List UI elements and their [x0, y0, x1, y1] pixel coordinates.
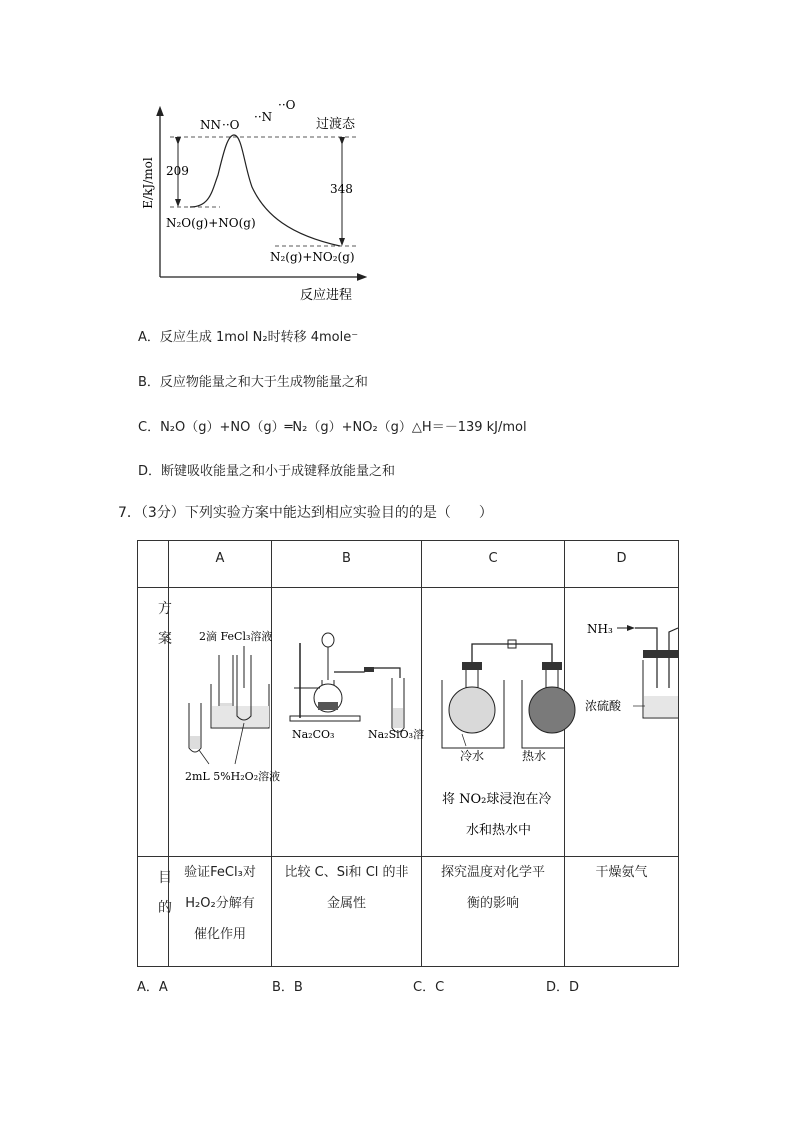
label-na2sio3: Na₂SiO₃溶 [368, 728, 425, 741]
label-char: 案 [158, 631, 172, 647]
apparatus-b [272, 588, 425, 856]
aim-d [565, 857, 679, 967]
aim-line: 金属性 [326, 896, 366, 911]
activation-value: 209 [166, 164, 189, 178]
header-d: D [565, 541, 679, 588]
option-letter: D． [138, 464, 162, 479]
aim-line: 探究温度对化学平 [440, 865, 545, 880]
aim-c [422, 857, 565, 967]
option-text: 断键吸收能量之和小于成键释放能量之和 [161, 464, 396, 479]
option-a [138, 326, 358, 345]
scheme-d [565, 588, 679, 857]
transition-label: 过渡态 [316, 117, 356, 132]
scheme-row [138, 588, 679, 857]
energy-diagram [130, 95, 370, 310]
experiment-table [137, 540, 679, 967]
label-fecl3: 2滴 FeCl₃溶液 [199, 630, 273, 643]
label-char: 方 [158, 601, 172, 617]
aim-line: H₂O₂分解有 [185, 896, 255, 911]
aim-line: 干燥氨气 [595, 865, 648, 880]
aim-a [169, 857, 272, 967]
option-c [138, 416, 527, 435]
option-letter: A． [138, 330, 160, 345]
aim-line: 比较 C、Si和 Cl 的非 [284, 865, 409, 880]
apparatus-d [565, 588, 678, 856]
aim-b [272, 857, 422, 967]
label-nh3: NH₃ [587, 622, 613, 636]
aim-row-label [138, 857, 172, 967]
aim-line: 催化作用 [193, 927, 246, 942]
caption-line-2: 水和热水中 [466, 823, 532, 838]
transition-structure-2: ··O [222, 118, 240, 132]
label-char: 的 [158, 900, 172, 916]
barrier-value: 348 [330, 182, 353, 196]
scheme-row-label [138, 588, 172, 857]
table-header-row [138, 541, 679, 588]
apparatus-a [169, 588, 281, 856]
option-text: 反应物能量之和大于生成物能量之和 [159, 375, 368, 390]
option-text: N₂O（g）+NO（g）═N₂（g）+NO₂（g）△H＝－139 kJ/mol [160, 420, 527, 435]
option-letter: B． [138, 375, 160, 390]
label-na2co3: Na₂CO₃ [292, 728, 335, 741]
transition-structure-3: ··N [254, 110, 273, 124]
scheme-b [272, 588, 425, 857]
label-h2o2: 2mL 5%H₂O₂溶液 [185, 770, 281, 783]
y-axis-label: E/kJ/mol [141, 157, 155, 209]
label-acid: 浓硫酸 [585, 699, 622, 713]
product-label: N₂(g)+NO₂(g) [270, 250, 355, 264]
option-d [138, 460, 395, 479]
scheme-c [422, 588, 565, 857]
x-axis-label: 反应进程 [300, 288, 353, 303]
answer-d: D．D [546, 980, 580, 995]
header-corner [138, 541, 169, 588]
caption-line-1: 将 NO₂球浸泡在冷 [442, 792, 552, 807]
scheme-a [169, 588, 281, 857]
question-7-stem: 7．（3分）下列实验方案中能达到相应实验目的的是（ ） [118, 505, 493, 521]
answer-a: A．A [137, 980, 168, 995]
label-hot-water: 热水 [522, 749, 547, 763]
answer-c: C．C [413, 980, 445, 995]
header-b: B [272, 541, 422, 588]
aim-line: 验证FeCl₃对 [184, 865, 256, 880]
aim-row [138, 857, 679, 967]
answer-b: B．B [272, 980, 303, 995]
option-letter: C． [138, 420, 161, 435]
label-char: 目 [158, 870, 172, 886]
transition-structure-1: NN [200, 118, 221, 132]
reactant-label: N₂O(g)+NO(g) [166, 216, 256, 230]
transition-structure-4: ··O [278, 98, 296, 112]
apparatus-c [422, 588, 564, 856]
option-text: 反应生成 1mol N₂时转移 4mole⁻ [159, 330, 359, 345]
header-a: A [169, 541, 272, 588]
option-b [138, 371, 368, 390]
label-cold-water: 冷水 [460, 749, 485, 763]
header-c: C [422, 541, 565, 588]
aim-line: 衡的影响 [466, 896, 519, 911]
